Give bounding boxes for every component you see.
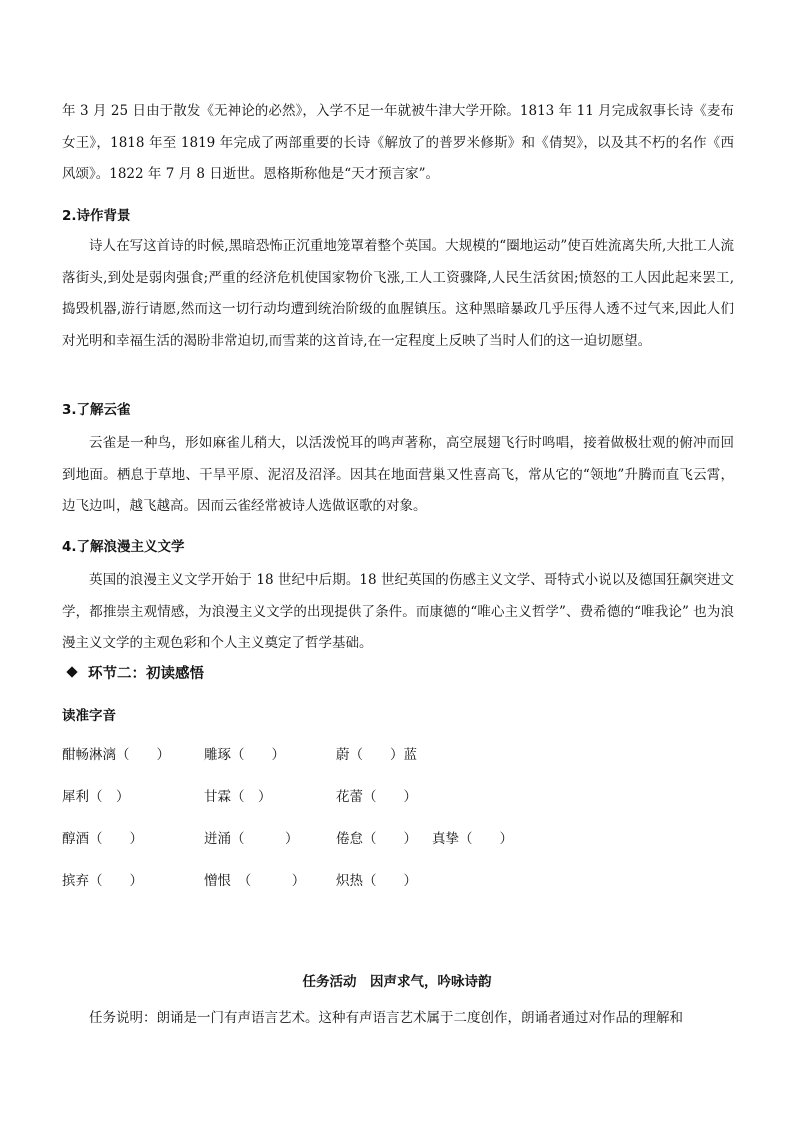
pronunciation-item: 酣畅淋漓（ ） — [62, 747, 170, 763]
pronunciation-item: 摈弃（ ） — [62, 873, 143, 889]
pronunciation-item: 憎恨 （ ） — [204, 873, 306, 889]
pronunciation-row — [62, 827, 742, 847]
pronunciation-item: 花蕾（ ） — [336, 789, 417, 805]
pronunciation-item: 雕琢（ ） — [204, 747, 285, 763]
section-body-background: 诗人在写这首诗的时候,黑暗恐怖正沉重地笼罩着整个英国。大规模的“圈地运动”使百姓流离失所,大批工人流落街头,到处是弱肉强食;严重的经济危机使国家物价飞涨,工人工资骤降,人民生活贫困;愤怒的工人因此起来罢工,捣毁机器,游行请愿,然而这一切行动均遭到统治阶级的血腥镇压。这种黑暗暴政几乎压得人透不过气来,因此人们对光明和幸福生活的渴盼非常迫切,而雪莱的这首诗,在一定程度上反映了当时人们的这一迫切愿望。 — [62, 238, 734, 349]
pronunciation-item: 真挚（ ） — [432, 831, 513, 847]
pronunciation-item: 醇酒（ ） — [62, 831, 143, 847]
section-heading-skylark: 3.了解云雀 — [62, 402, 131, 418]
section-heading-romanticism: 4.了解浪漫主义文学 — [62, 539, 185, 555]
pronunciation-item: 犀利（ ） — [62, 789, 130, 805]
section-heading-background: 2.诗作背景 — [62, 208, 131, 224]
intro-paragraph: 年 3 月 25 日由于散发《无神论的必然》，入学不足一年就被牛津大学开除。1813 年 11 月完成叙事长诗《麦布女王》，1818 年至 1819 年完成了两部重要的长诗《解放了的普罗米修斯》和《倩契》，以及其不朽的名作《西风颂》。1822 年 7 月 8 日逝世。恩格斯称他是“天才预言家”。 — [62, 103, 734, 182]
pronunciation-heading: 读准字音 — [62, 708, 116, 724]
section-body-romanticism: 英国的浪漫主义文学开始于 18 世纪中后期。18 世纪英国的伤感主义文学、哥特式小说以及德国狂飙突进文学，都推崇主观情感，为浪漫主义文学的出现提供了条件。而康德的“唯心主义哲学”、费希德的“唯我论” 也为浪漫主义文学的主观色彩和个人主义奠定了哲学基础。 — [62, 572, 734, 651]
pronunciation-item: 倦怠（ ） — [336, 831, 417, 847]
task-description: 任务说明：朗诵是一门有声语言艺术。这种有声语言艺术属于二度创作，朗诵者通过对作品的理解和 — [89, 1010, 683, 1026]
diamond-bullet-icon — [66, 666, 77, 677]
step-two-label: 环节二：初读感悟 — [88, 666, 204, 682]
section-body-skylark: 云雀是一种鸟，形如麻雀儿稍大，以活泼悦耳的鸣声著称，高空展翅飞行时鸣唱，接着做极壮观的俯冲而回到地面。栖息于草地、干旱平原、泥沼及沼泽。因其在地面营巢又性喜高飞，常从它的“领地”升腾而直飞云霄，边飞边叫，越飞越高。因而云雀经常被诗人选做讴歌的对象。 — [62, 435, 734, 514]
pronunciation-row — [62, 743, 742, 763]
pronunciation-item: 甘霖（ ） — [204, 789, 272, 805]
pronunciation-item: 蔚（ ）蓝 — [336, 747, 417, 763]
pronunciation-row — [62, 869, 742, 889]
step-two-heading — [68, 662, 204, 683]
pronunciation-item: 迸涌（ ） — [204, 831, 299, 847]
pronunciation-row — [62, 785, 742, 805]
task-title: 任务活动 因声求气，吟咏诗韵 — [302, 974, 492, 990]
pronunciation-item: 炽热（ ） — [336, 873, 417, 889]
